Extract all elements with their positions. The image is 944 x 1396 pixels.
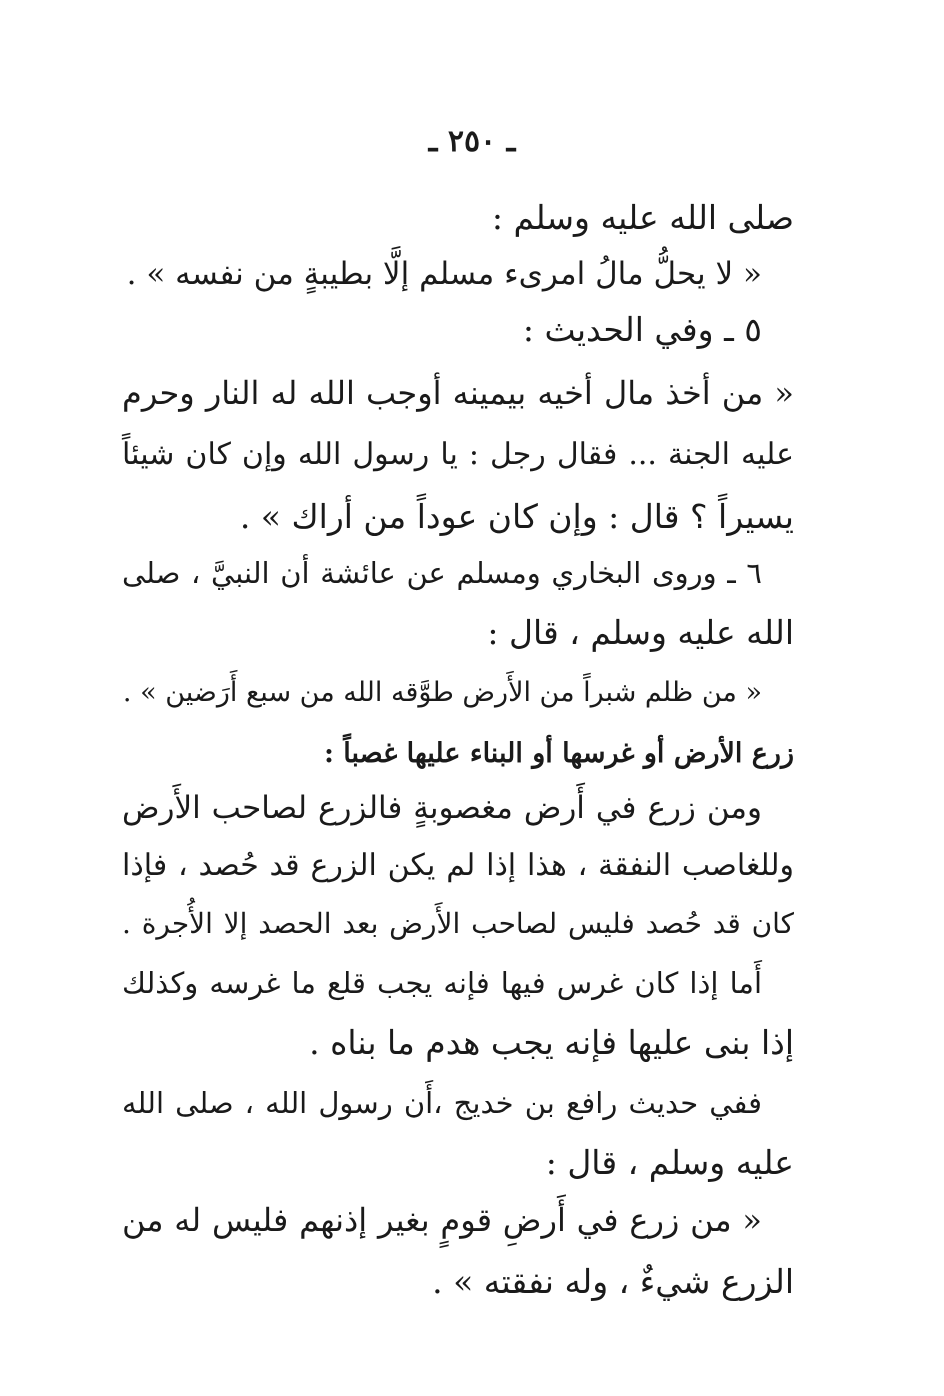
section-heading-block: [122, 726, 794, 782]
text-line: يسيراً ؟ قال : وإن كان عوداً من أراك » .: [239, 497, 794, 536]
text-line: كان قد حُصد فليس لصاحب الأَرض بعد الحصد إلا الأُجرة .: [122, 907, 794, 940]
text-line: الله عليه وسلم ، قال :: [487, 613, 794, 652]
text-line: عليه وسلم ، قال :: [545, 1143, 794, 1182]
text-line: « من ظلم شبراً من الأَرض طوَّقه الله من سبع أَرَضين » .: [122, 677, 762, 708]
body-text: [122, 955, 794, 1071]
text-line: ففي حديث رافع بن خديج ،أَن رسول الله ، صلى الله: [122, 1086, 762, 1120]
text-line: « لا يحلُّ مالُ امرىء مسلم إلَّا بطيبةٍ من نفسه » .: [126, 256, 762, 292]
section-heading: زرع الأرض أو غرسها أو البناء عليها غصباً :: [323, 738, 794, 769]
text-line: الزرع شيءٌ ، وله نفقته » .: [432, 1262, 794, 1301]
text-line: ٥ ـ وفي الحديث :: [522, 310, 762, 349]
body-text: [122, 780, 794, 952]
body-text: [122, 365, 794, 545]
body-text: [122, 1075, 794, 1191]
text-line: وللغاصب النفقة ، هذا إذا لم يكن الزرع قد حُصد ، فإذا: [122, 848, 794, 883]
text-line: ومن زرع في أَرض مغصوبةٍ فالزرع لصاحب الأَرض: [122, 790, 762, 826]
text-line: عليه الجنة ... فقال رجل : يا رسول الله وإن كان شيئاً: [122, 437, 794, 472]
text-line: « من أخذ مال أخيه بيمينه أوجب الله له النار وحرم: [122, 374, 794, 412]
page-number: ـ ٢٥٠ ـ: [428, 124, 516, 159]
text-line: صلى الله عليه وسلم :: [491, 198, 794, 237]
text-line: أَما إذا كان غرس فيها فإنه يجب قلع ما غرسه وكذلك: [122, 966, 762, 1000]
text-line: إذا بنى عليها فإنه يجب هدم ما بناه .: [309, 1023, 794, 1062]
body-text: [122, 1192, 794, 1310]
body-text: [122, 545, 794, 721]
body-text: [122, 190, 794, 358]
text-line: « من زرع في أَرضِ قومٍ بغير إذنهم فليس له من: [122, 1201, 763, 1239]
text-line: ٦ ـ وروى البخاري ومسلم عن عائشة أن النبيَّ ، صلى: [122, 556, 762, 590]
